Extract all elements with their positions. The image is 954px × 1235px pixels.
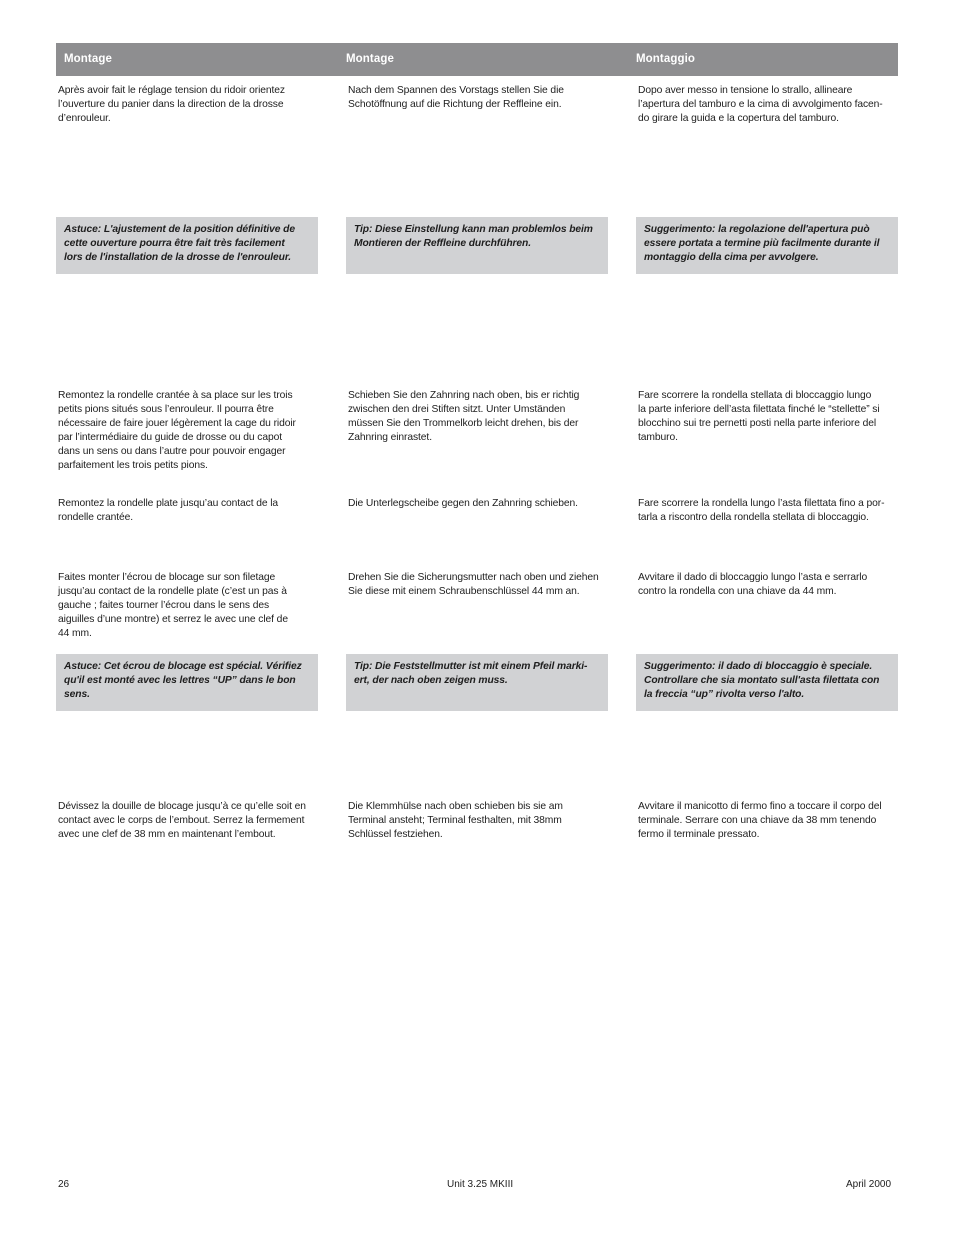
header-bar	[56, 43, 898, 76]
instruction-3-french: Remontez la rondelle plate jusqu’au contact de la rondelle crantée.	[58, 498, 279, 523]
instruction-1-italian: Dopo aver messo in tensione lo strallo, allineare l’apertura del tamburo e la cima di avvolgimento facen- do girare la guida e la copertura del tamburo.	[638, 85, 883, 124]
instruction-5-french: Dévissez la douille de blocage jusqu’à ce qu’elle soit en contact avec le corps de l’embout. Serrez la fermement avec une clef de 38 mm en maintenant l’embout.	[58, 801, 306, 840]
tip-1-german: Tip: Diese Einstellung kann man problemlos beim Montieren der Reffleine durchführen.	[346, 217, 608, 274]
instruction-5-german: Die Klemmhülse nach oben schieben bis sie am Terminal ansteht; Terminal festhalten, mit 38mm Schlüssel festziehen.	[348, 801, 563, 840]
instruction-2-italian: Fare scorrere la rondella stellata di bloccaggio lungo la parte inferiore dell’asta filettata finché le “stellette” si blocchino sui tre pernetti posti nella parte inferiore del tamburo.	[638, 390, 880, 443]
instruction-3-italian: Fare scorrere la rondella lungo l’asta filettata fino a por- tarla a riscontro della rondella stellata di bloccaggio.	[638, 498, 885, 523]
instruction-5-italian: Avvitare il manicotto di fermo fino a toccare il corpo del terminale. Serrare con una chiave da 38 mm tenendo fermo il terminale pressato.	[638, 801, 882, 840]
instruction-4-italian: Avvitare il dado di bloccaggio lungo l’asta e serrarlo contro la rondella con una chiave da 44 mm.	[638, 572, 868, 597]
column-heading-french: Montage	[64, 53, 112, 65]
column-heading-italian: Montaggio	[636, 53, 696, 65]
tip-1-italian: Suggerimento: la regolazione dell'apertura può essere portata a termine più facilmente durante il montaggio della cima per avvolgere.	[636, 217, 898, 274]
instruction-1-german: Nach dem Spannen des Vorstags stellen Sie die Schotöffnung auf die Richtung der Reffleine ein.	[348, 85, 564, 110]
tip-1-french: Astuce: L'ajustement de la position définitive de cette ouverture pourra être fait très facilement lors de l'installation de la drosse de l'enrouleur.	[56, 217, 318, 274]
footer-date: April 2000	[846, 1179, 892, 1190]
page-number: 26	[58, 1179, 70, 1190]
tip-2-italian: Suggerimento: il dado di bloccaggio è speciale. Controllare che sia montato sull'asta filettata con la freccia “up” rivolta verso l'alto.	[636, 654, 898, 711]
column-heading-german: Montage	[346, 53, 394, 65]
instruction-2-french: Remontez la rondelle crantée à sa place sur les trois petits pions situés sous l’enrouleur. Il pourra être nécessaire de faire jouer légèrement la cage du ridoir par l’intermédiaire du guide de drosse ou du capot dans un sens ou dans l’autre pour pouvoir engager parfaitement les trois petits pions.	[58, 390, 296, 471]
instruction-3-german: Die Unterlegscheibe gegen den Zahnring schieben.	[348, 498, 578, 509]
tip-2-french: Astuce: Cet écrou de blocage est spécial. Vérifiez qu'il est monté avec les lettres “UP” dans le bon sens.	[56, 654, 318, 711]
tip-2-german: Tip: Die Feststellmutter ist mit einem Pfeil marki- ert, der nach oben zeigen muss.	[346, 654, 608, 711]
instruction-1-french: Après avoir fait le réglage tension du ridoir orientez l’ouverture du panier dans la direction de la drosse d’enrouleur.	[58, 85, 285, 124]
instruction-2-german: Schieben Sie den Zahnring nach oben, bis er richtig zwischen den drei Stiften sitzt. Unter Umständen müssen Sie den Trommelkorb leicht drehen, bis der Zahnring einrastet.	[348, 390, 580, 443]
instruction-4-french: Faites monter l’écrou de blocage sur son filetage jusqu’au contact de la rondelle plate (c’est un pas à gauche ; faites tourner l’écrou dans le sens des aiguilles d’une montre) et serrez le avec une clef de 44 mm.	[58, 572, 288, 639]
footer-unit: Unit 3.25 MKIII	[447, 1179, 514, 1190]
instruction-4-german: Drehen Sie die Sicherungsmutter nach oben und ziehen Sie diese mit einem Schraubenschlüssel 44 mm an.	[348, 572, 599, 597]
